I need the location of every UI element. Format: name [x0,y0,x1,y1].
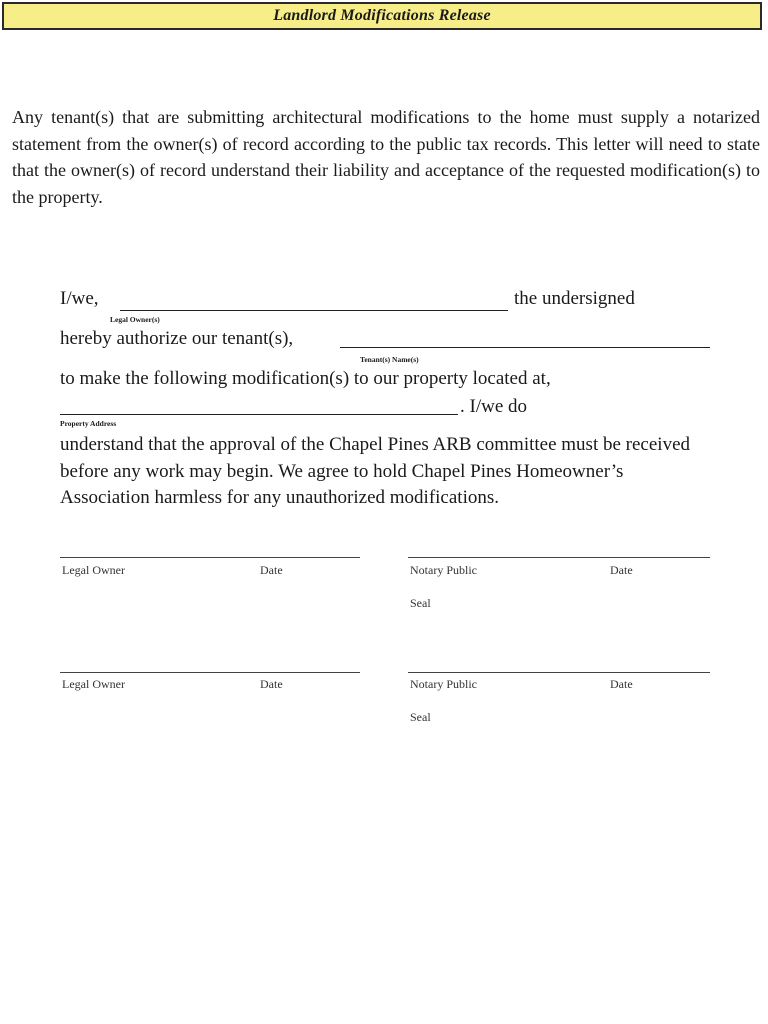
title-bar [2,2,762,30]
owner-label-2: Legal Owner [62,677,125,691]
intro-paragraph: Any tenant(s) that are submitting architectural modifications to the home must supply a notarized statement from the owner(s) of record according to the public tax records. This letter will need to state that the owner(s) of record understand their liability and acceptance of the requested modification(s) to the property. [12,107,760,207]
tenant-name-field[interactable] [340,347,710,348]
line4-suffix: . I/we do [460,396,528,417]
tenant-name-caption: Tenant(s) Name(s) [360,355,419,364]
notary-signature-line-1[interactable] [408,557,710,558]
line3-text: to make the following modification(s) to our property located at, [60,368,551,389]
document-title: Landlord Modifications Release [273,7,491,24]
property-address-caption: Property Address [60,419,117,428]
owner-date-label-1: Date [260,563,283,577]
notary-label-1: Notary Public [410,563,477,577]
notary-date-label-1: Date [610,563,633,577]
owner-signature-line-2[interactable] [60,672,360,673]
property-address-field[interactable] [60,414,458,415]
notary-date-label-2: Date [610,677,633,691]
line2-prefix: hereby authorize our tenant(s), [60,328,294,349]
seal-label-1: Seal [410,596,431,610]
seal-label-2: Seal [410,710,431,724]
notary-signature-line-2[interactable] [408,672,710,673]
owner-label-1: Legal Owner [62,563,125,577]
legal-owner-caption: Legal Owner(s) [110,315,160,324]
notary-label-2: Notary Public [410,677,477,691]
owner-signature-line-1[interactable] [60,557,360,558]
agreement-paragraph: understand that the approval of the Chapel Pines ARB committee must be received before any work may begin. We agree to hold Chapel Pines Homeowner’s Association harmless for any unauthorized modifications. [60,434,691,508]
legal-owner-field[interactable] [120,310,508,311]
line1-suffix: the undersigned [514,288,635,309]
owner-date-label-2: Date [260,677,283,691]
line1-prefix: I/we, [60,288,99,309]
